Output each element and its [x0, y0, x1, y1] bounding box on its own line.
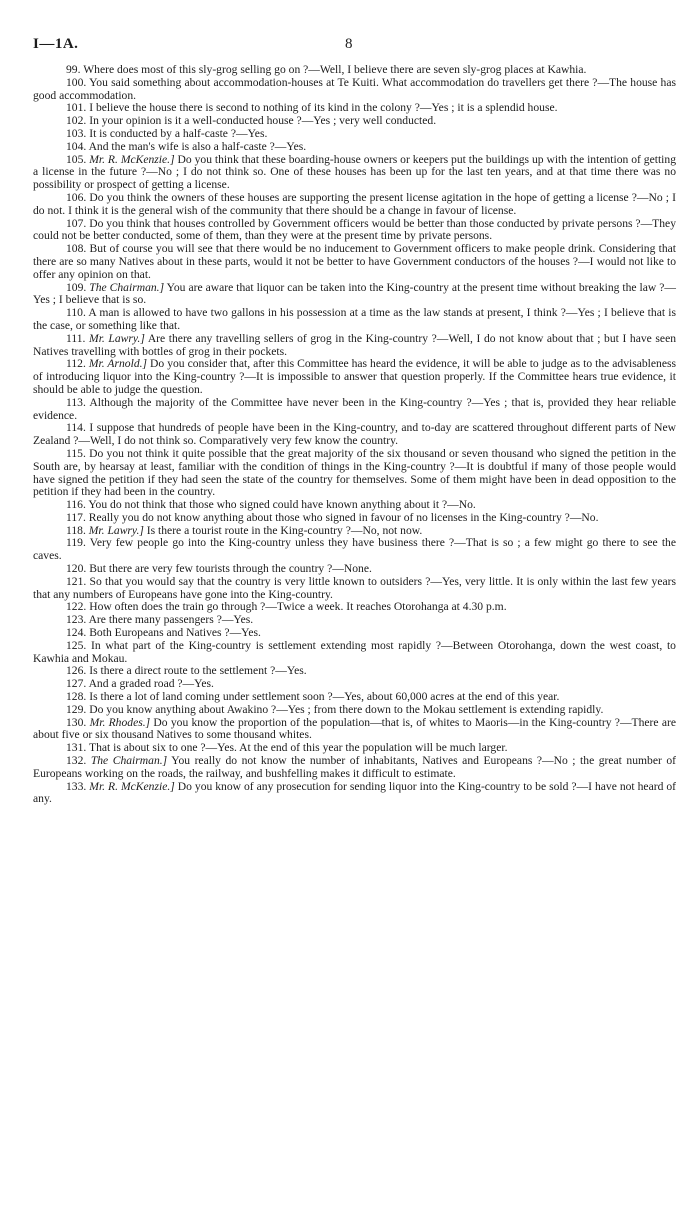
- paragraph: [33, 755, 676, 781]
- speaker-name: Mr. Lawry.]: [88, 523, 144, 537]
- paragraph: [33, 537, 676, 563]
- question-number: 110.: [66, 306, 86, 320]
- question-number: 100.: [66, 75, 87, 89]
- question-text: In your opinion is it a well-conducted house ?—Yes ; very well conducted.: [89, 114, 437, 128]
- question-number: 99.: [66, 63, 81, 76]
- question-number: 125.: [66, 638, 87, 652]
- paragraph: [33, 243, 676, 281]
- paragraph: [33, 77, 676, 103]
- paragraph: [33, 422, 676, 448]
- question-text: Do you know of any prosecution for sending liquor into the King-country to be sold ?—I have not heard of any.: [33, 779, 676, 806]
- question-number: 122.: [66, 600, 87, 614]
- speaker-name: The Chairman.]: [89, 280, 165, 294]
- question-text: You said something about accommodation-houses at Te Kuiti. What accommodation do travellers get there ?—The house has good accommodation.: [33, 75, 676, 102]
- question-number: 113.: [66, 395, 86, 409]
- question-number: 120.: [66, 562, 87, 576]
- question-number: 106.: [66, 190, 87, 204]
- speaker-name: Mr. R. McKenzie.]: [89, 152, 175, 166]
- question-number: 112.: [66, 357, 86, 371]
- page-number: 8: [345, 36, 353, 52]
- paragraph: [33, 640, 676, 666]
- question-text: It is conducted by a half-caste ?—Yes.: [89, 126, 268, 140]
- question-text: I believe the house there is second to nothing of its kind in the colony ?—Yes ; it is a splendid house.: [89, 101, 558, 115]
- question-text: But there are very few tourists through the country ?—None.: [89, 562, 372, 576]
- question-number: 119.: [66, 536, 86, 550]
- paragraph: [33, 397, 676, 423]
- question-number: 129.: [66, 702, 87, 716]
- question-number: 102.: [66, 114, 87, 128]
- question-text: A man is allowed to have two gallons in his possession at a time as the law stands at present, I think ?—Yes ; I believe that is the case, or something like that.: [33, 306, 676, 332]
- paragraph: [33, 333, 676, 359]
- question-text: Do you think that houses controlled by Government officers would be better than those conducted by private persons ?—They could not be better conducted, some of them, than they were at the present time by private persons.: [33, 216, 676, 243]
- question-number: 123.: [66, 613, 87, 627]
- question-number: 133.: [66, 779, 87, 793]
- question-text: Do you not think it quite possible that the great majority of the six thousand or seven thousand who signed the petition in the South are, by hearsay at least, familiar with the condition of things in the King-country ?—It is doubtful if many of those people would have signed the petition if they had seen the state of the country for themselves. Some of them might have been in dead opposition to the petition if they had been in the country.: [33, 446, 676, 499]
- question-number: 101.: [66, 101, 87, 115]
- question-text: Is there a tourist route in the King-country ?—No, not now.: [146, 523, 423, 537]
- paragraph: [33, 307, 676, 333]
- page-header: [33, 0, 676, 64]
- paragraph: [33, 282, 676, 308]
- question-text: Where does most of this sly-grog selling go on ?—Well, I believe there are seven sly-grog places at Kawhia.: [83, 63, 587, 76]
- question-number: 127.: [66, 677, 87, 691]
- speaker-name: Mr. Arnold.]: [88, 357, 148, 371]
- question-text: Do you know the proportion of the population—that is, of whites to Maoris—in the King-country ?—There are about five or six thousand Natives to some thousand whites.: [33, 715, 676, 742]
- paragraph: [33, 358, 676, 396]
- paragraph: [33, 576, 676, 602]
- question-number: 109.: [66, 280, 87, 294]
- question-text: Are there many passengers ?—Yes.: [88, 613, 254, 627]
- question-text: So that you would say that the country is very little known to outsiders ?—Yes, very little. It is only within the last few years that any numbers of Europeans have gone into the King-country.: [33, 574, 676, 601]
- question-number: 116.: [66, 498, 86, 512]
- question-text: Although the majority of the Committee have never been in the King-country ?—Yes ; that is, provided they hear reliable evidence.: [33, 395, 676, 422]
- paragraph: [33, 154, 676, 192]
- speaker-name: The Chairman.]: [90, 754, 168, 768]
- question-number: 103.: [66, 126, 87, 140]
- question-number: 128.: [66, 690, 87, 704]
- question-text: Is there a lot of land coming under settlement soon ?—Yes, about 60,000 acres at the end of this year.: [89, 690, 560, 704]
- speaker-name: Mr. Rhodes.]: [89, 715, 151, 729]
- question-text: You do not think that those who signed could have known anything about it ?—No.: [88, 498, 476, 512]
- question-text: How often does the train go through ?—Twice a week. It reaches Otorohanga at 4.30 p.m.: [89, 600, 507, 614]
- question-text: That is about six to one ?—Yes. At the end of this year the population will be much larger.: [89, 741, 508, 755]
- paragraph: [33, 448, 676, 499]
- question-text: Really you do not know anything about those who signed in favour of no licenses in the King-country ?—No.: [88, 510, 599, 524]
- question-number: 107.: [66, 216, 87, 230]
- question-number: 105.: [66, 152, 87, 166]
- question-text: And a graded road ?—Yes.: [88, 677, 214, 691]
- question-text: And the man's wife is also a half-caste ?—Yes.: [88, 139, 307, 153]
- question-number: 124.: [66, 626, 87, 640]
- question-text: Do you think that these boarding-house owners or keepers put the buildings up with the intention of getting a license in the future ?—No ; I do not think so. One of these houses has been up for the last ten years, and at that time there was no possibility or prospect of getting a license.: [33, 152, 676, 192]
- question-text: I suppose that hundreds of people have been in the King-country, and to-day are scattered throughout different parts of New Zealand ?—Well, I do not think so. Comparatively very few know the country.: [33, 421, 676, 448]
- speaker-name: Mr. Lawry.]: [89, 331, 145, 345]
- paragraph: [33, 781, 676, 807]
- speaker-name: Mr. R. McKenzie.]: [89, 779, 175, 793]
- body-text: [33, 64, 676, 806]
- question-text: Is there a direct route to the settlement ?—Yes.: [89, 664, 307, 678]
- page-identifier: I—1A.: [33, 36, 79, 52]
- question-number: 126.: [66, 664, 87, 678]
- question-text: Are there any travelling sellers of grog in the King-country ?—Well, I do not know about that ; but I have seen Natives travelling with bottles of grog in their pockets.: [33, 331, 677, 358]
- question-number: 114.: [66, 421, 86, 435]
- question-text: Do you consider that, after this Committee has heard the evidence, it will be able to judge as to the advisableness of introducing liquor into the King-country ?—It is impossible to answer that question properly. If the Committee hears true evidence, it should be able to judge the question.: [33, 357, 677, 396]
- question-text: But of course you will see that there would be no inducement to Government officers to make people drink. Considering that there are so many Natives about in these parts, would it not be better to have Government conductors of the houses ?—I would not like to offer any opinion on that.: [33, 242, 677, 281]
- question-number: 130.: [66, 715, 87, 729]
- question-text: You are aware that liquor can be taken into the King-country at the present time without breaking the law ?—Yes ; I believe that is so.: [33, 280, 677, 307]
- question-number: 115.: [66, 446, 86, 460]
- question-number: 118.: [66, 523, 86, 537]
- paragraph: [33, 717, 676, 743]
- question-text: In what part of the King-country is settlement extending most rapidly ?—Between Otorohanga, down the west coast, to Kawhia and Mokau.: [33, 638, 676, 665]
- question-text: Very few people go into the King-country unless they have business there ?—That is so ; a few might go there to see the caves.: [33, 536, 676, 563]
- paragraph: [33, 192, 676, 218]
- paragraph: [33, 218, 676, 244]
- question-number: 104.: [66, 139, 87, 153]
- question-text: You really do not know the number of inhabitants, Natives and Europeans ?—No ; the great number of Europeans working on the roads, the railway, and bushfelling makes it difficult to estimate.: [33, 754, 676, 780]
- question-number: 108.: [66, 242, 87, 256]
- question-number: 132.: [66, 754, 87, 768]
- question-number: 111.: [66, 331, 86, 345]
- question-text: Do you know anything about Awakino ?—Yes ; from there down to the Mokau settlement is extending rapidly.: [89, 702, 604, 716]
- question-text: Both Europeans and Natives ?—Yes.: [89, 626, 261, 640]
- question-text: Do you think the owners of these houses are supporting the present license agitation in the hope of getting a license ?—No ; I do not. I think it is the general wish of the community that there should be a change in favour of license.: [33, 190, 676, 217]
- question-number: 131.: [66, 741, 87, 755]
- question-number: 117.: [66, 510, 86, 524]
- question-number: 121.: [66, 574, 87, 588]
